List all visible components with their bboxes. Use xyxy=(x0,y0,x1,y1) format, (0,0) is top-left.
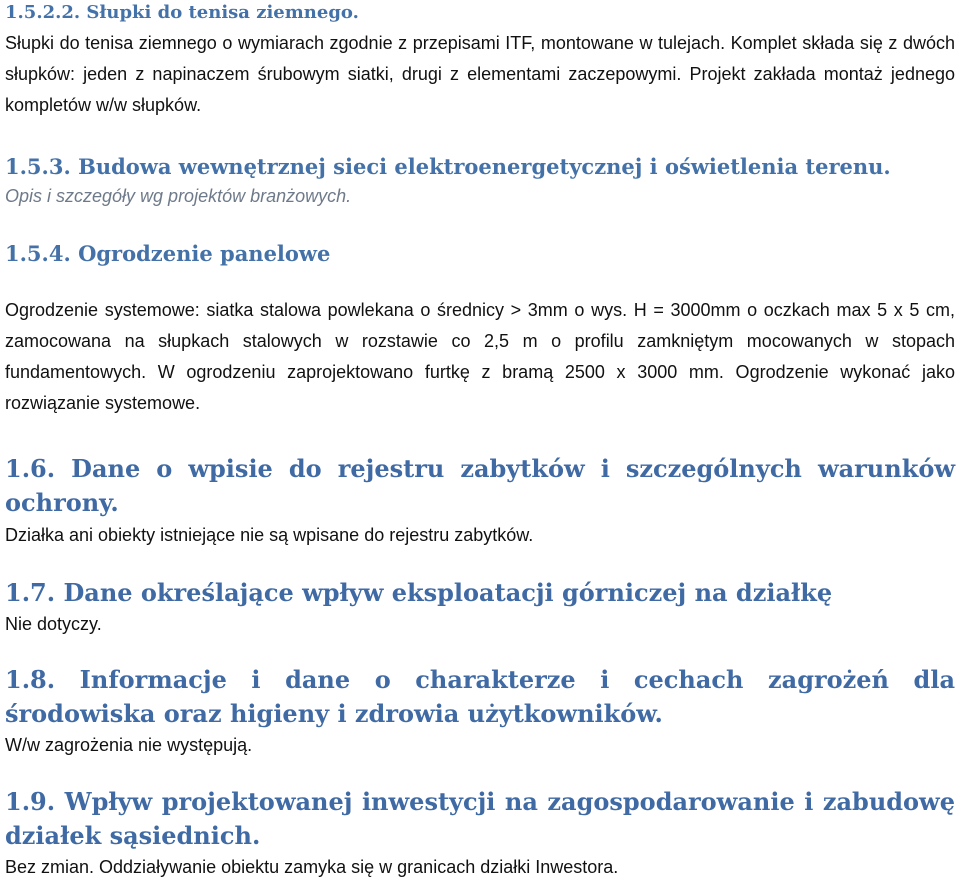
section-1-7 xyxy=(5,576,955,637)
section-1-6 xyxy=(5,452,955,548)
section-paragraph: Bez zmian. Oddziaływanie obiektu zamyka się w granicach działki Inwestora. xyxy=(5,857,619,877)
section-1-8 xyxy=(5,663,955,758)
section-paragraph: Ogrodzenie systemowe: siatka stalowa powlekana o średnicy > 3mm o wys. H = 3000mm o oczkach max 5 x 5 cm, zamocowana na słupkach stalowych w rozstawie co 2,5 m o profilu zamkniętym mocowanych w stopach fundamentowych. W ogrodzeniu zaprojektowano furtkę z bramą 2500 x 3000 mm. Ogrodzenie wykonać jako rozwiązanie systemowe. xyxy=(5,300,955,413)
section-heading: 1.5.4. Ogrodzenie panelowe xyxy=(5,241,331,266)
section-heading: 1.9. Wpływ projektowanej inwestycji na zagospodarowanie i zabudowę działek sąsiednich. xyxy=(5,787,955,850)
section-paragraph: Słupki do tenisa ziemnego o wymiarach zgodnie z przepisami ITF, montowane w tulejach. Komplet składa się z dwóch słupków: jeden z napinaczem śrubowym siatki, drugi z elementami zaczepowymi. Projekt zakłada montaż jednego kompletów w/w słupków. xyxy=(5,33,955,115)
section-1-5-2-2 xyxy=(5,1,955,121)
section-paragraph: Nie dotyczy. xyxy=(5,614,102,634)
section-1-5-4 xyxy=(5,238,955,419)
section-1-5-3 xyxy=(5,152,955,209)
section-heading: 1.7. Dane określające wpływ eksploatacji górniczej na działkę xyxy=(5,578,833,607)
section-heading: 1.5.2.2. Słupki do tenisa ziemnego. xyxy=(5,2,359,23)
section-heading: 1.6. Dane o wpisie do rejestru zabytków i szczególnych warunków ochrony. xyxy=(5,454,955,517)
section-heading: 1.5.3. Budowa wewnętrznej sieci elektroenergetycznej i oświetlenia terenu. xyxy=(5,154,891,179)
section-heading: 1.8. Informacje i dane o charakterze i cechach zagrożeń dla środowiska oraz higieny i zdrowia użytkowników. xyxy=(5,665,955,728)
section-note: Opis i szczegóły wg projektów branżowych. xyxy=(5,186,352,206)
section-paragraph: W/w zagrożenia nie występują. xyxy=(5,735,253,755)
section-paragraph: Działka ani obiekty istniejące nie są wpisane do rejestru zabytków. xyxy=(5,525,534,545)
section-1-9 xyxy=(5,785,955,880)
